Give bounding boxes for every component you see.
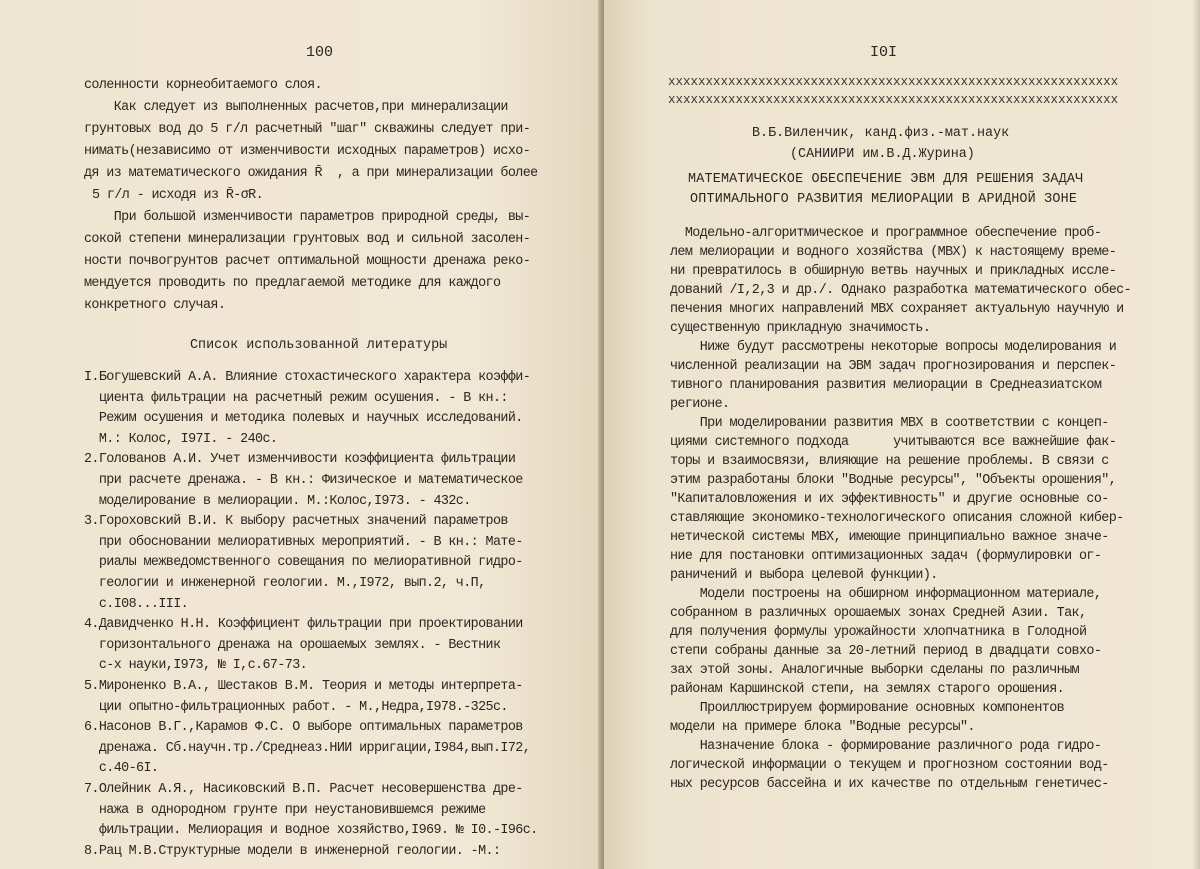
body-line: ни превратилось в обширную ветвь научных и прикладных иссле- xyxy=(670,264,1117,279)
body-line: дований /I,2,3 и др./. Однако разработка математического обес- xyxy=(670,283,1132,298)
body-line: Модельно-алгоритмическое и программное обеспечение проб- xyxy=(670,226,1102,241)
body-line: существенную прикладную значимость. xyxy=(670,321,931,336)
body-line: печения многих направлений МВХ сохраняет актуальную научную и xyxy=(670,302,1124,317)
left-line-2: Как следует из выполненных расчетов,при минерализации xyxy=(84,100,508,115)
reference-line: фильтрации. Мелиорация и водное хозяйство,I969. № I0.-I96с. xyxy=(84,823,538,839)
body-line: циями системного подхода учитываются все важнейшие фак- xyxy=(670,435,1117,450)
reference-line: ции опытно-фильтрационных работ. - М.,Недра,I978.-325с. xyxy=(84,699,508,715)
separator-line: xxxxxxxxxxxxxxxxxxxxxxxxxxxxxxxxxxxxxxxxxxxxxxxxxxxxxxxxxxxx xyxy=(668,75,1119,89)
reference-line: при расчете дренажа. - В кн.: Физическое и математическое xyxy=(84,473,523,488)
reference-line: с.I08...III. xyxy=(84,596,189,612)
body-line: раничений и выбора целевой функции). xyxy=(670,568,938,583)
left-line-3: грунтовых вод до 5 г/л расчетный "шаг" скважины следует при- xyxy=(84,122,531,137)
body-line: ных ресурсов бассейна и их качестве по отдельным генетичес- xyxy=(670,777,1109,792)
article-title-line-2: ОПТИМАЛЬНОГО РАЗВИТИЯ МЕЛИОРАЦИИ В АРИДНОЙ ЗОНЕ xyxy=(690,192,1078,207)
body-line: логической информации о текущем и прогнозном состоянии вод- xyxy=(670,758,1109,773)
page-edge-shadow xyxy=(1192,0,1200,869)
reference-line: 6.Насонов В.Г.,Карамов Ф.С. О выборе оптимальных параметров xyxy=(84,720,523,736)
right-page-number: I0I xyxy=(870,44,898,61)
reference-line: геологии и инженерной геологии. М.,I972, вып.2, ч.П, xyxy=(84,576,486,591)
left-line-7: При большой изменчивости параметров природной среды, вы- xyxy=(84,210,531,225)
body-line: для получения формулы урожайности хлопчатника в Голодной xyxy=(670,625,1087,640)
reference-line: моделирование в мелиорации. М.:Колос,I973. - 432с. xyxy=(84,493,471,509)
body-line: При моделировании развития МВХ в соответствии с концеп- xyxy=(670,416,1109,431)
body-line: зах этой зоны. Аналогичные выборки сделаны по различным xyxy=(670,663,1079,678)
reference-line: I.Богушевский А.А. Влияние стохастического характера коэффи- xyxy=(84,370,531,385)
reference-line: 3.Гороховский В.И. К выбору расчетных значений параметров xyxy=(84,514,508,530)
body-line: торы и взаимосвязи, влияющие на решение проблемы. В связи с xyxy=(670,454,1109,469)
reference-line: при обосновании мелиоративных мероприятий. - В кн.: Мате- xyxy=(84,534,523,550)
reference-line: с.40-6I. xyxy=(84,761,159,777)
reference-line: 4.Давидченко Н.Н. Коэффициент фильтрации при проектировании xyxy=(84,617,523,633)
article-affiliation: (САНИИРИ им.В.Д.Журина) xyxy=(790,147,975,162)
reference-line: горизонтального дренажа на орошаемых землях. - Вестник xyxy=(84,637,501,653)
left-line-8: сокой степени минерализации грунтовых вод и сильной засолен- xyxy=(84,232,531,247)
body-line: Назначение блока - формирование различного рода гидро- xyxy=(670,739,1102,754)
body-line: Модели построены на обширном информационном материале, xyxy=(670,587,1102,602)
left-line-10: мендуется проводить по предлагаемой методике для каждого xyxy=(84,276,501,291)
body-line: ние для постановки оптимизационных задач (формулировки ог- xyxy=(670,549,1102,564)
reference-line: с-х науки,I973, № I,с.67-73. xyxy=(84,658,308,674)
reference-line: М.: Колос, I97I. - 240с. xyxy=(84,431,278,447)
left-line-9: ности почвогрунтов расчет оптимальной мощности дренажа реко- xyxy=(84,254,531,269)
left-line-6: 5 г/л - исходя из R̄-σR. xyxy=(92,188,264,203)
body-line: численной реализации на ЭВМ задач прогнозирования и перспек- xyxy=(670,359,1117,374)
reference-line: 5.Мироненко В.А., Шестаков В.М. Теория и методы интерпрета- xyxy=(84,679,523,694)
left-line-1: соленности корнеобитаемого слоя. xyxy=(84,78,322,93)
body-line: степи собраны данные за 20-летний период в двадцати совхо- xyxy=(670,644,1102,659)
body-line: Ниже будут рассмотрены некоторые вопросы моделирования и xyxy=(670,340,1117,355)
body-line: "Капиталовложения и их эффективность" и другие основные со- xyxy=(670,492,1109,507)
body-line: модели на примере блока "Водные ресурсы". xyxy=(670,720,975,735)
body-line: этим разработаны блоки "Водные ресурсы", "Объекты орошения", xyxy=(670,473,1117,488)
reference-line: циента фильтрации на расчетный режим осушения. - В кн.: xyxy=(84,390,508,406)
body-line: собранном в различных орошаемых зонах Средней Азии. Так, xyxy=(670,606,1087,621)
separator-line: xxxxxxxxxxxxxxxxxxxxxxxxxxxxxxxxxxxxxxxxxxxxxxxxxxxxxxxxxxxx xyxy=(668,93,1119,107)
reference-line: 8.Рац М.В.Структурные модели в инженерной геологии. -М.: xyxy=(84,843,501,859)
reference-line: нажа в однородном грунте при неустановившемся режиме xyxy=(84,802,486,818)
body-line: ставляющие экономико-технологического описания сложной кибер- xyxy=(670,511,1124,526)
left-page-number: 100 xyxy=(306,44,334,61)
reference-line: Режим осушения и методика полевых и научных исследований. xyxy=(84,411,523,427)
body-line: районам Каршинской степи, на землях старого орошения. xyxy=(670,682,1065,697)
reference-line: 2.Голованов А.И. Учет изменчивости коэффициента фильтрации xyxy=(84,452,516,468)
body-line: нетической системы МВХ, имеющие принципиально важное значе- xyxy=(670,530,1109,545)
article-title-line-1: МАТЕМАТИЧЕСКОЕ ОБЕСПЕЧЕНИЕ ЭВМ ДЛЯ РЕШЕНИЯ ЗАДАЧ xyxy=(688,172,1084,187)
body-line: лем мелиорации и водного хозяйства (МВХ) к настоящему време- xyxy=(670,245,1117,260)
body-line: Проиллюстрируем формирование основных компонентов xyxy=(670,701,1065,716)
body-line: регионе. xyxy=(670,397,730,412)
right-page xyxy=(604,0,1200,869)
body-line: тивного планирования развития мелиорации в Среднеазиатском xyxy=(670,378,1102,393)
reference-line: риалы межведомственного совещания по мелиоративной гидро- xyxy=(84,555,523,571)
left-line-4: нимать(независимо от изменчивости исходных параметров) исхо- xyxy=(84,144,531,159)
references-title: Список использованной литературы xyxy=(190,338,448,353)
reference-line: 7.Олейник А.Я., Насиковский В.П. Расчет несовершенства дре- xyxy=(84,782,523,797)
reference-line: дренажа. Сб.научн.тр./Среднеаз.НИИ ирригации,I984,вып.I72, xyxy=(84,740,531,756)
left-line-5: дя из математического ожидания R̄ , а при минерализации более xyxy=(84,166,538,181)
article-author: В.Б.Виленчик, канд.физ.-мат.наук xyxy=(752,126,1010,141)
left-line-11: конкретного случая. xyxy=(84,298,226,313)
